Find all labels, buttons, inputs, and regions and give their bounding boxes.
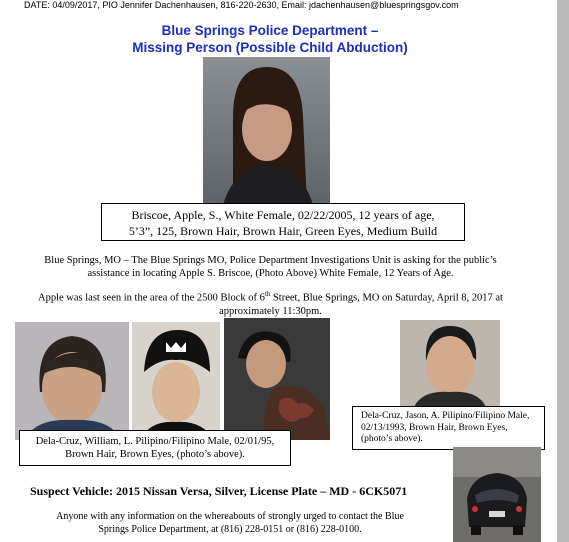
suspect-photo-1 (15, 322, 129, 440)
suspect-photo-2 (132, 322, 220, 440)
page-subtitle: Missing Person (Possible Child Abduction) (132, 40, 408, 55)
suspect-2-description-box (352, 406, 545, 450)
suspect-photo-3 (224, 318, 330, 440)
last-seen-line1: Apple was last seen in the area of the 2500 Block of 6th Street, Blue Springs, MO on Saturday, April 8, 2017 at (38, 290, 503, 304)
victim-description-box (101, 203, 465, 241)
suspect-vehicle-line: Suspect Vehicle: 2015 Nissan Versa, Silver, License Plate – MD - 6CK5071 (30, 484, 408, 498)
date-contact-line: DATE: 04/09/2017, PIO Jennifer Dachenhausen, 816-220-2630, Email: jdachenhausen@bluespringsgov.com (24, 0, 459, 10)
suspect-photo-4 (400, 320, 500, 407)
victim-description-line2: 5’3”, 125, Brown Hair, Brown Hair, Green Eyes, Medium Build (128, 224, 438, 238)
suspect-2-line3: (photo’s above). (361, 434, 423, 444)
last-seen-paragraph (8, 288, 533, 318)
announcement-line2: assistance in locating Apple S. Briscoe, (Photo Above) White Female, 12 Years of Age. (87, 268, 454, 279)
announcement-line1: Blue Springs, MO – The Blue Springs MO, Police Department Investigations Unit is asking for the public’s (44, 255, 497, 266)
suspect-1-line2: Brown Hair, Brown Eyes, (photo’s above). (65, 449, 245, 460)
suspect-2-line1: Dela-Cruz, Jason, A. Pilipino/Filipino Male, (361, 411, 530, 421)
victim-photo (203, 57, 330, 205)
contact-line1: Anyone with any information on the whereabouts of strongly urged to contact the Blue (56, 511, 404, 522)
suspect-vehicle-photo (453, 447, 541, 542)
suspect-2-line2: 02/13/1993, Brown Hair, Brown Eyes, (361, 422, 508, 433)
page-title: Blue Springs Police Department – (161, 23, 379, 38)
contact-paragraph (28, 511, 432, 536)
last-seen-line2: approximately 11:30pm. (219, 305, 322, 317)
announcement-paragraph (8, 254, 533, 280)
page-gutter (557, 0, 569, 542)
suspect-1-description-box (19, 430, 291, 466)
contact-line2: Springs Police Department, at (816) 228-0151 or (816) 228-0100. (98, 523, 362, 535)
victim-description-line1: Briscoe, Apple, S., White Female, 02/22/2005, 12 years of age, (131, 208, 435, 222)
suspect-1-line1: Dela-Cruz, William, L. Pilipino/Filipino Male, 02/01/95, (35, 436, 275, 447)
